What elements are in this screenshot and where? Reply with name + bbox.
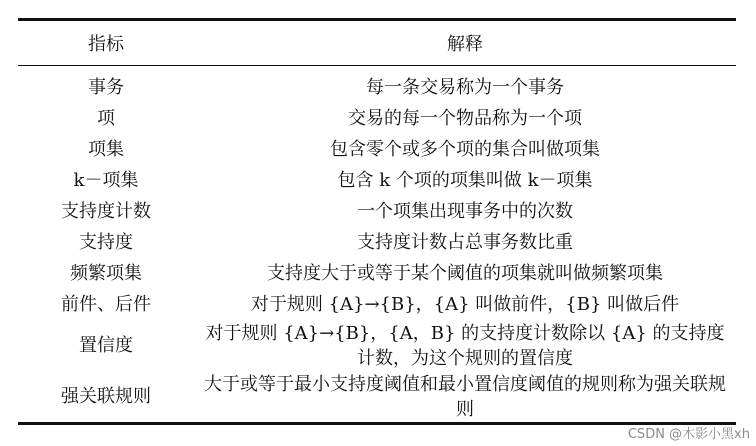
metric-cell: 支持度计数 (61, 201, 151, 222)
explanation-cell: 包含 k 个项的项集叫做 k－项集 (337, 170, 593, 191)
metric-cell: 置信度 (79, 335, 133, 356)
association-rule-metrics-table (18, 18, 736, 425)
explanation-cell: 大于或等于最小支持度阈值和最小置信度阈值的规则称为强关联规则 (204, 373, 726, 420)
explanation-cell: 交易的每一个物品称为一个项 (348, 108, 582, 129)
explanation-cell: 每一条交易称为一个事务 (366, 77, 564, 98)
csdn-watermark: CSDN @木影小黑xh (627, 427, 750, 442)
explanation-cell: 包含零个或多个项的集合叫做项集 (330, 139, 600, 160)
explanation-cell: 一个项集出现事务中的次数 (357, 201, 573, 222)
metric-cell: k－项集 (73, 170, 139, 191)
metric-cell: 事务 (88, 77, 124, 98)
table-row (18, 165, 736, 196)
metric-cell: 项集 (88, 139, 124, 160)
table-row (18, 103, 736, 134)
table-row (18, 196, 736, 227)
metrics-table-container (18, 18, 736, 425)
header-metric: 指标 (88, 34, 124, 55)
explanation-cell: 对于规则 {A}→{B}，{A，B} 的支持度计数除以 {A} 的支持度计数，为这个规则的置信度 (205, 322, 725, 369)
metric-cell: 支持度 (79, 232, 133, 253)
table-row (18, 289, 736, 320)
metric-cell: 频繁项集 (70, 263, 142, 284)
table-row (18, 134, 736, 165)
metric-cell: 项 (97, 108, 115, 129)
metric-cell: 前件、后件 (61, 294, 151, 315)
table-row (18, 66, 736, 104)
explanation-cell: 支持度大于或等于某个阈值的项集就叫做频繁项集 (267, 263, 663, 284)
explanation-cell: 支持度计数占总事务数比重 (357, 232, 573, 253)
header-explanation: 解释 (447, 34, 483, 55)
table-row (18, 258, 736, 289)
table-row (18, 371, 736, 424)
table-row (18, 320, 736, 371)
table-row (18, 227, 736, 258)
metric-cell: 强关联规则 (61, 386, 151, 407)
explanation-cell: 对于规则 {A}→{B}，{A} 叫做前件，{B} 叫做后件 (250, 294, 680, 315)
table-header-row (18, 20, 736, 66)
